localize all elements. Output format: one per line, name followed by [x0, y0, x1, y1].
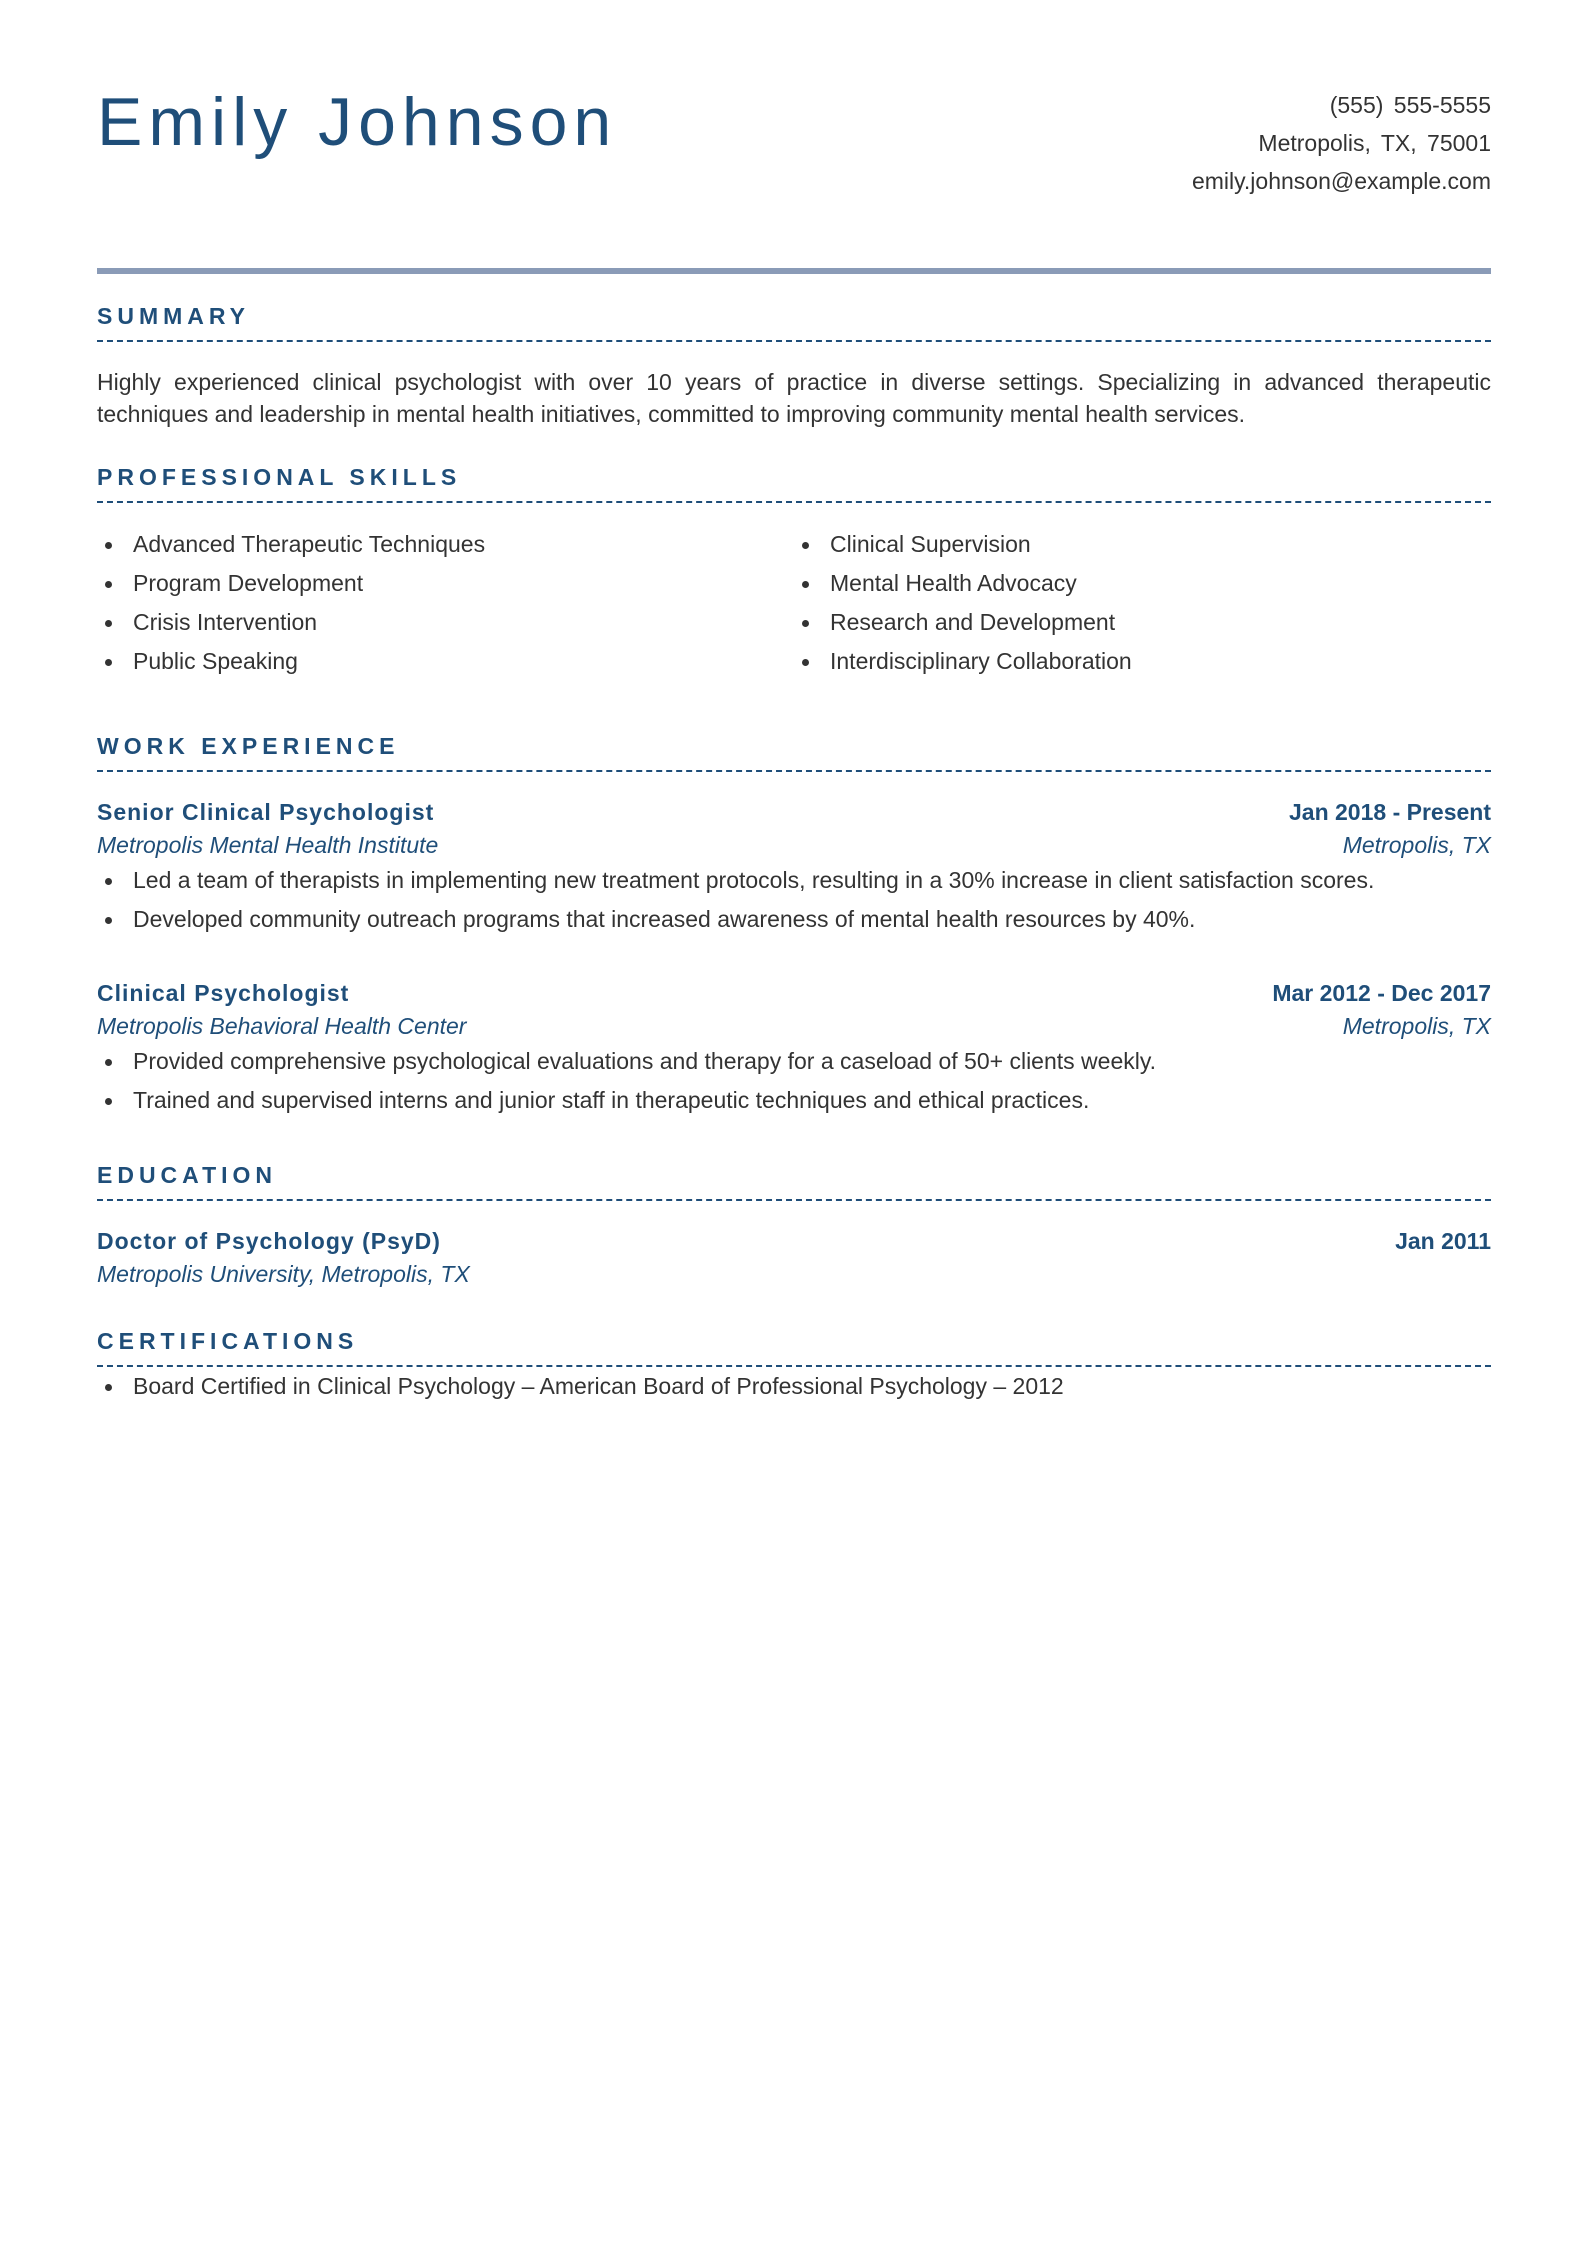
skills-column-right	[794, 525, 1491, 681]
job-bullets	[97, 1042, 1491, 1120]
summary-text: Highly experienced clinical psychologist with over 10 years of practice in diverse settings. Specializing in advanced therapeutic techniques and leadership in mental health initiatives, committed to improving community mental health services.	[97, 369, 1491, 427]
resume-header	[97, 0, 1491, 268]
job-entry	[97, 796, 1491, 939]
job-location: Metropolis, TX	[1342, 1013, 1491, 1039]
school-name: Metropolis University, Metropolis, TX	[97, 1261, 470, 1287]
job-entry	[97, 977, 1491, 1120]
education-section	[97, 1164, 1491, 1290]
header-divider	[97, 268, 1491, 274]
work-experience-section	[97, 735, 1491, 1120]
job-dates: Mar 2012 - Dec 2017	[1272, 980, 1491, 1006]
contact-block	[1192, 86, 1491, 200]
job-org-row	[97, 829, 1491, 861]
job-organization: Metropolis Mental Health Institute	[97, 832, 439, 858]
job-title-row	[97, 796, 1491, 829]
skills-column-left	[97, 525, 794, 681]
skills-grid	[97, 525, 1491, 681]
job-bullet: Led a team of therapists in implementing new treatment protocols, resulting in a 30% increase in client satisfaction scores.	[97, 861, 1491, 900]
job-organization: Metropolis Behavioral Health Center	[97, 1013, 467, 1039]
candidate-name: Emily Johnson	[97, 84, 618, 160]
certification-list	[97, 1367, 1491, 1406]
contact-email: emily.johnson@example.com	[1191, 168, 1491, 194]
skills-heading: PROFESSIONAL SKILLS	[97, 466, 1491, 503]
degree-date: Jan 2011	[1395, 1228, 1491, 1254]
skill-item: Crisis Intervention	[97, 603, 794, 642]
skill-item: Public Speaking	[97, 642, 794, 681]
job-role: Clinical Psychologist	[97, 980, 350, 1006]
skill-item: Interdisciplinary Collaboration	[794, 642, 1491, 681]
certifications-heading: CERTIFICATIONS	[97, 1330, 1491, 1367]
job-location: Metropolis, TX	[1342, 832, 1491, 858]
skill-item: Mental Health Advocacy	[794, 564, 1491, 603]
education-entry	[97, 1225, 1491, 1290]
job-bullets	[97, 861, 1491, 939]
skill-item: Research and Development	[794, 603, 1491, 642]
job-bullet: Provided comprehensive psychological evaluations and therapy for a caseload of 50+ clients weekly.	[97, 1042, 1491, 1081]
skill-item: Clinical Supervision	[794, 525, 1491, 564]
job-role: Senior Clinical Psychologist	[97, 799, 435, 825]
job-bullet: Developed community outreach programs that increased awareness of mental health resources by 40%.	[97, 900, 1491, 939]
job-org-row	[97, 1010, 1491, 1042]
summary-heading: SUMMARY	[97, 305, 1491, 342]
job-title-row	[97, 977, 1491, 1010]
contact-location: Metropolis, TX, 75001	[1258, 130, 1491, 156]
job-dates: Jan 2018 - Present	[1288, 799, 1491, 825]
certification-item: Board Certified in Clinical Psychology – American Board of Professional Psychology – 2012	[97, 1367, 1491, 1406]
skill-item: Program Development	[97, 564, 794, 603]
summary-section	[97, 305, 1491, 430]
degree-row	[97, 1225, 1491, 1258]
skill-item: Advanced Therapeutic Techniques	[97, 525, 794, 564]
skills-section	[97, 466, 1491, 681]
certifications-section	[97, 1330, 1491, 1406]
work-experience-heading: WORK EXPERIENCE	[97, 735, 1491, 772]
job-bullet: Trained and supervised interns and junior staff in therapeutic techniques and ethical practices.	[97, 1081, 1491, 1120]
degree-name: Doctor of Psychology (PsyD)	[97, 1228, 441, 1254]
contact-phone: (555) 555-5555	[1329, 92, 1491, 118]
education-heading: EDUCATION	[97, 1164, 1491, 1201]
